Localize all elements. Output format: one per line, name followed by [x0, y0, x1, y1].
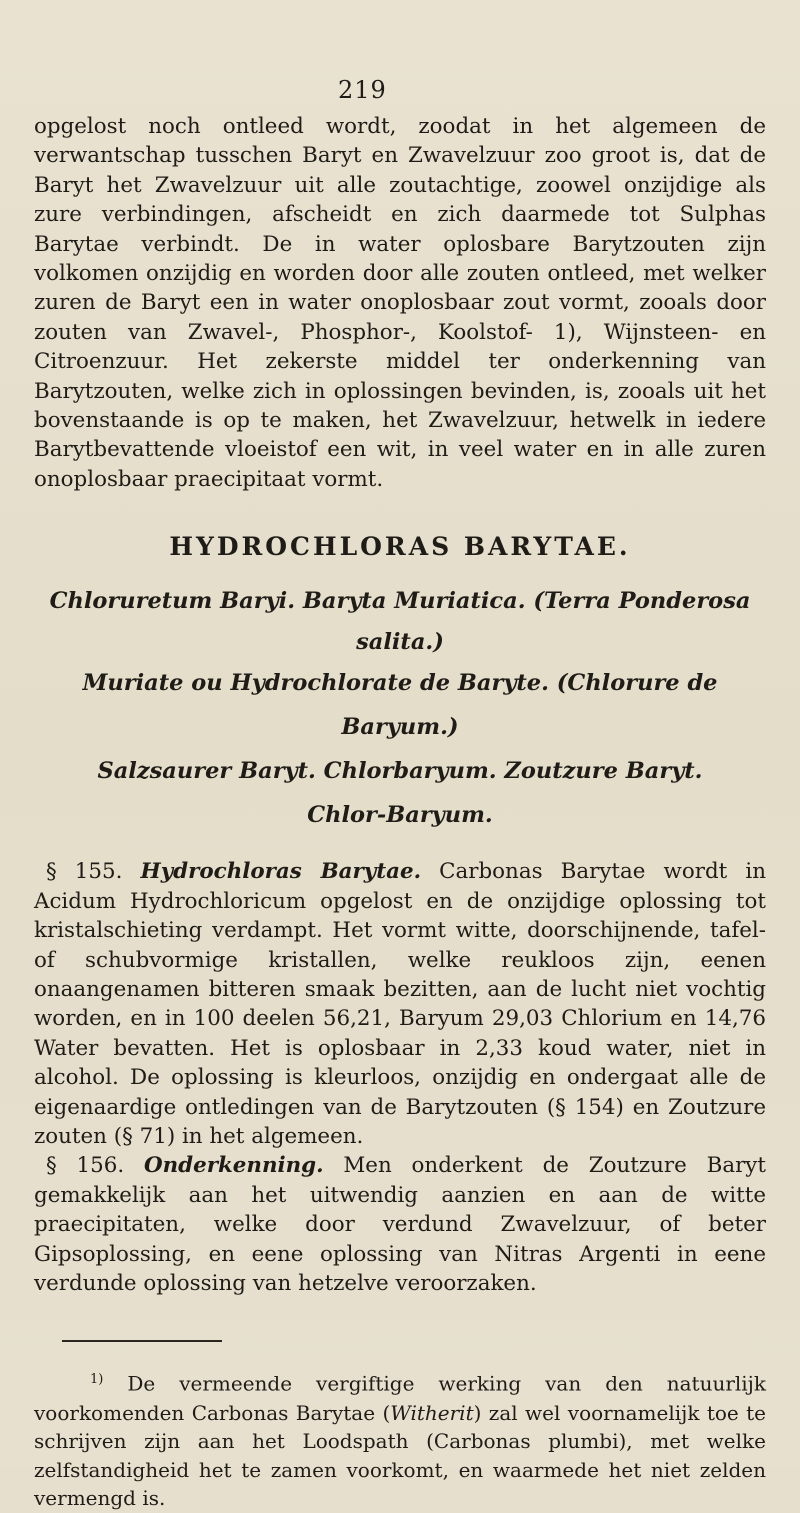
synonyms-block [34, 579, 766, 837]
footnote-mark: 1) [90, 1372, 104, 1388]
section-156-number: § 156. [46, 1153, 125, 1179]
section-155-number: § 155. [46, 859, 123, 885]
section-156 [34, 1151, 766, 1298]
synonym-line-latin: Chloruretum Baryi. Baryta Muriatica. (Terra Ponderosa [49, 588, 751, 615]
section-156-title: Onderkenning. [143, 1153, 324, 1179]
synonym-line-french: Muriate ou Hydrochlorate de Baryte. (Chlorure de Baryum.) [82, 670, 718, 741]
section-155-title: Hydrochloras Barytae. [140, 859, 422, 885]
footnote-italic-term: Witherit [390, 1400, 474, 1425]
section-heading: HYDROCHLORAS BARYTAE. [169, 532, 631, 562]
footnote-divider [62, 1340, 222, 1342]
page-number: 219 [338, 76, 387, 104]
section-155-text: Carbonas Barytae wordt in Acidum Hydrochloricum opgelost en de onzijdige oplossing tot kristalschieting verdampt. Het vormt witte, doorschijnende, tafel- of schubvormige kristallen, welke reukloos zijn, eenen onaangenamen bitteren smaak bezitten, aan de lucht niet vochtig worden, en in 100 deelen 56,21, Baryum 29,03 Chlorium en 14,76 Water bevatten. Het is oplosbaar in 2,33 koud water, niet in alcohol. De oplossing is kleurloos, onzijdig en ondergaat alle de eigenaardige ontledingen van de Barytzouten (§ 154) en Zoutzure zouten (§ 71) in het algemeen. [34, 859, 766, 1149]
synonym-line-latin-cont: salita.) [356, 629, 444, 656]
synonym-line-chlor-baryum: Chlor-Baryum. [307, 802, 493, 829]
section-155 [34, 857, 766, 1151]
footnote [34, 1366, 766, 1512]
opening-paragraph: opgelost noch ontleed wordt, zoodat in het algemeen de verwantschap tusschen Baryt en Zwavelzuur zoo groot is, dat de Baryt het Zwavelzuur uit alle zoutachtige, zoowel onzijdige als zure verbindingen, afscheidt en zich daarmede tot Sulphas Barytae verbindt. De in water oplosbare Barytzouten zijn volkomen onzijdig en worden door alle zouten ontleed, met welker zuren de Baryt een in water onoplosbaar zout vormt, zooals door zouten van Zwavel-, Phosphor-, Koolstof- 1), Wijnsteen- en Citroenzuur. Het zekerste middel ter onderkenning van Barytzouten, welke zich in oplossingen bevinden, is, zooals uit het bovenstaande is op te maken, het Zwavelzuur, hetwelk in iedere Barytbevattende vloeistof een wit, in veel water en in alle zuren onoplosbaar praecipitaat vormt. [34, 114, 766, 492]
footnote-text-after: ) zal wel voornamelijk toe te schrijven zijn aan het Loodspath (Carbonas plumbi), met welke zelfstandigheid het te zamen voorkomt, en waarmede het niet zelden vermengd is. [34, 1400, 767, 1511]
synonym-line-german: Salzsaurer Baryt. Chlorbaryum. Zoutzure Baryt. [97, 758, 703, 785]
footnote-text-before: De vermeende vergiftige werking van den natuurlijk voorkomenden Carbonas Barytae ( [34, 1372, 766, 1425]
section-156-text: Men onderkent de Zoutzure Baryt gemakkelijk aan het uitwendig aanzien en aan de witte praecipitaten, welke door verdund Zwavelzuur, of beter Gipsoplossing, en eene oplossing van Nitras Argenti in eene verdunde oplossing van hetzelve veroorzaken. [34, 1153, 766, 1296]
